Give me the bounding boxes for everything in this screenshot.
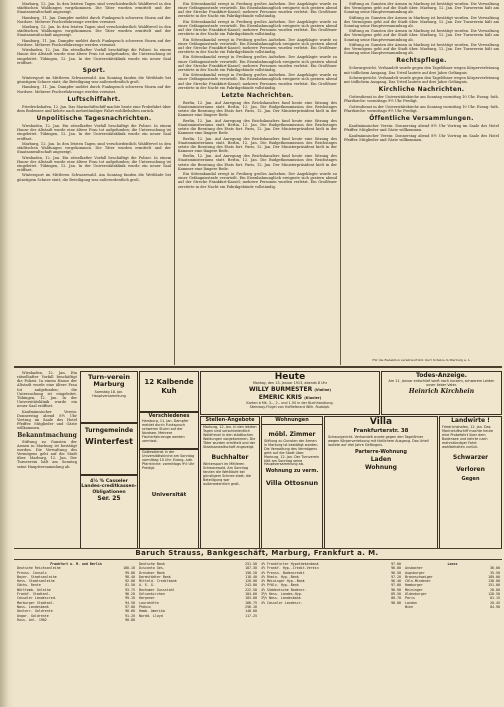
security-rate: 166.75 xyxy=(245,600,257,605)
security-name: Hamb. Amerika xyxy=(139,609,165,614)
news-paragraph: Stiftung zu Gunsten der Armen in Marburg ist bestätigt worden. Die Verwaltung des Vermögens geht auf die Stadt über. Marburg, 12. Jan. Der Turnverein hält am Sonntag seine Hauptversammlung ab. xyxy=(344,15,499,28)
security-rate: 243.00 xyxy=(245,583,257,588)
news-paragraph: Ein Sittenskandal erregt in Freiburg großes Aufsehen. Der Angeklagte wurde zu einer Gefängnisstrafe verurteilt. Ein Eisenbahnunglück ereignete sich gestern abend auf der Strecke Frankfurt-Kassel; mehrere Personen wurden verletzt. Ein Großfeuer zerstörte in der Nacht ein Fabrikgebäude vollständig. xyxy=(178,2,337,19)
job-offers-text-2: Wintersport im Mittleren Schwarzwald. Am Sonntag fanden die Wettläufe bei günstigem Schnee statt; die Beteiligung war außerordentlich groß. xyxy=(203,462,251,486)
security-rate: 99.80 xyxy=(125,570,135,575)
security-name: Deutsche Bank xyxy=(139,562,165,566)
security-rate: 120.00 xyxy=(245,579,257,584)
security-rate: 91.20 xyxy=(125,613,135,618)
job-offers-ad xyxy=(200,416,260,549)
news-paragraph: Ein Sittenskandal erregt in Freiburg großes Aufsehen. Der Angeklagte wurde zu einer Gefängnisstrafe verurteilt. Ein Eisenbahnunglück ereignete sich gestern abend auf der Strecke Frankfurt-Kassel; mehrere Personen wurden verletzt. Ein Großfeuer zerstörte in der Nacht ein Fabrikgebäude vollständig. xyxy=(178,55,337,72)
news-paragraph: Wintersport im Mittleren Schwarzwald. Am Sonntag fanden die Wettläufe bei günstigem Schnee statt; die Beteiligung war außerordentlich groß. xyxy=(17,75,171,85)
bank-rate-row xyxy=(17,618,135,622)
security-rate: 94.50 xyxy=(125,600,135,605)
security-name: 4% Rhein. Hyp.-Bank xyxy=(261,574,299,579)
security-name: Gelsenkirchen xyxy=(139,592,165,597)
security-rate: 99.10 xyxy=(125,596,135,601)
section-heading-luftschiffahrt: Luftschiffahrt. xyxy=(67,95,121,103)
turnverein-subtitle: Samstag 18. Jan. Hauptversammlung xyxy=(92,390,126,398)
security-name: Hamburger xyxy=(405,583,423,588)
concert-ad xyxy=(200,371,380,415)
security-rate: 35.50 xyxy=(490,570,500,575)
turngemeinde-title: Turngemeinde xyxy=(84,427,134,434)
security-rate: 97.00 xyxy=(125,604,135,609)
villa-ad xyxy=(324,416,438,549)
security-name: Russ. Anl. 1902 xyxy=(17,617,47,622)
security-name: 4% Frankfurter Hypothekenbank xyxy=(261,562,319,566)
farmers-title: Landwirte ! xyxy=(451,417,490,424)
news-paragraph: Stiftung zu Gunsten der Armen in Marburg ist bestätigt worden. Die Verwaltung des Vermögens geht auf die Stadt über. Marburg, 12. Jan. Der Turnverein hält am Sonntag seine Hauptversammlung ab. xyxy=(344,29,499,42)
security-name: Ansbacher xyxy=(405,566,423,571)
news-paragraph: Kaufmännischer Verein: Donnerstag abend 8½ Uhr Vortrag im Saale des Hotel Pfeiffer. Mitglieder und Gäste willkommen. xyxy=(344,133,499,142)
security-rate: 93.75 xyxy=(125,587,135,592)
verschiedenes-ad xyxy=(139,412,199,449)
winterfest-title: Winterfest xyxy=(85,437,133,446)
news-paragraph: Ein Sittenskandal erregt in Freiburg großes Aufsehen. Der Angeklagte wurde zu einer Gefängnisstrafe verurteilt. Ein Eisenbahnunglück ereignete sich gestern abend auf der Strecke Frankfurt-Kassel; mehrere Personen wurden verletzt. Ein Großfeuer zerstörte in der Nacht ein Fabrikgebäude vollständig. xyxy=(178,37,337,55)
security-rate: 90.80 xyxy=(125,617,135,622)
news-paragraph: Stiftung zu Gunsten der Armen in Marburg ist bestätigt worden. Die Verwaltung des Vermögens geht auf die Stadt über. Marburg, 12. Jan. Der Turnverein hält am Sonntag seine Hauptversammlung ab. xyxy=(344,2,499,15)
security-name: 3½% Hess. Landes-Hyp. xyxy=(261,592,303,597)
buchhalter-title: Buchhalter xyxy=(211,454,249,462)
security-rate: 28.60 xyxy=(490,587,500,592)
security-rate: 96.20 xyxy=(125,592,135,597)
villa-name: Villa Ottosnun xyxy=(265,479,319,488)
bank-table-government-bonds xyxy=(17,562,135,702)
security-name: Darmstädter Bank xyxy=(139,574,171,579)
news-paragraph: Berlin, 12. Jan. Auf Anregung des Reichskanzlers fand heute eine Sitzung des Staatsministeriums statt. Berlin, 12. Jan. Die Budgetkommission des Reichstages setzte die Beratung des Etats fort. Paris, 12. Jan. Der Ministerpräsident hielt in der Kammer eine längere Rede. xyxy=(178,136,337,153)
security-rate: 187.30 xyxy=(245,566,257,571)
bank-rate-row xyxy=(405,605,500,609)
security-rate: 98.00 xyxy=(391,600,401,605)
security-rate: 20.45 xyxy=(490,600,500,605)
bank-table-lottery-bonds xyxy=(405,562,500,702)
villa-text: Schwurgericht. Verhandelt wurde gegen den Tagelöhner wegen Körperverletzung mit tödlichem Ausgang. Das Urteil lautete auf drei Jahre Gefängnis. xyxy=(328,435,429,447)
security-name: Nordd. Lloyd xyxy=(139,613,163,618)
news-paragraph: Stiftung zu Gunsten der Armen in Marburg ist bestätigt worden. Die Verwaltung des Vermögens geht auf die Stadt über. Marburg, 12. Jan. Der Turnverein hält am Sonntag seine Hauptversammlung ab. xyxy=(344,42,499,56)
obituary-ad xyxy=(381,371,502,415)
apartments-text: Stiftung zu Gunsten der Armen in Marburg ist bestätigt worden. Die Verwaltung des Vermögens geht auf die Stadt über. Marburg, 12. Jan. Der Turnverein hält am Sonntag seine Hauptversammlung ab. xyxy=(264,439,320,467)
security-rate: 81.15 xyxy=(490,596,500,601)
villa-title: Villa xyxy=(369,417,393,427)
bank-table-heading: Looss xyxy=(447,562,458,566)
obituary-text: Am 11. Januar entschlief sanft nach kurzem, schwerem Leiden unser lieber Vater. xyxy=(388,379,495,387)
news-paragraph: Berlin, 12. Jan. Auf Anregung des Reichskanzlers fand heute eine Sitzung des Staatsministeriums statt. Berlin, 12. Jan. Die Budgetkommission des Reichstages setzte die Beratung des Etats fort. Paris, 12. Jan. Der Ministerpräsident hielt in der Kammer eine längere Rede. xyxy=(178,118,337,136)
security-rate: 92.00 xyxy=(125,579,135,584)
section-heading-kirchliche-nachrichten: Kirchliche Nachrichten. xyxy=(378,86,465,94)
bank-divider xyxy=(14,559,502,560)
gegen-title: Gegen xyxy=(461,476,480,483)
news-paragraph: Marburg, 12. Jan. In den letzten Tagen sind verschiedentlich Waldfrevel in den städtischen Waldungen vorgekommen. Die Täter wurden ermittelt und der Staatsanwaltschaft angezeigt. xyxy=(17,2,171,15)
news-paragraph: Schwurgericht. Verhandelt wurde gegen den Tagelöhner wegen Körperverletzung mit tödlichem Ausgang. Das Urteil lautete auf drei Jahre Gefängnis. xyxy=(344,66,499,75)
security-rate: 97.00 xyxy=(391,583,401,588)
security-name: Württemb. Anleihe xyxy=(17,587,51,592)
news-paragraph: Schwurgericht. Verhandelt wurde gegen den Tagelöhner wegen Körperverletzung mit tödlichem Ausgang. Das Urteil lautete auf drei Jahre Gefängnis. xyxy=(344,75,499,85)
news-paragraph: Wiesbaden, 12. Jan. Ein rätselhafter Vorfall beschäftigt die Polizei. In einem Hause der Altstadt wurde eine ältere Frau tot aufgefunden; die Untersuchung ist eingeleitet. Tübingen, 12. Jan. In der Universitätsklinik wurde ein neuer Saal eröffnet. xyxy=(17,155,171,172)
farmers-text: Friedrichshafen, 12. Jan. Das Marineluftschiff machte heute eine Probefahrt über dem Bodensee und kehrte nach mehrstündiger Fahrt wohlbehalten zurück. xyxy=(442,425,493,449)
news-paragraph: Hamburg, 11. Jan. Dampfer meldet durch Funkspruch schweren Sturm auf der Nordsee. Mehrere Fischerfahrzeuge werden vermisst. xyxy=(17,15,171,24)
security-name: A. E. G. xyxy=(139,583,155,588)
news-paragraph: Ein Sittenskandal erregt in Freiburg großes Aufsehen. Der Angeklagte wurde zu einer Gefängnisstrafe verurteilt. Ein Eisenbahnunglück ereignete sich gestern abend auf der Strecke Frankfurt-Kassel; mehrere Personen wurden verletzt. Ein Großfeuer zerstörte in der Nacht ein Fabrikgebäude vollständig. xyxy=(178,172,337,189)
schwarzer-title: Schwarzer xyxy=(452,454,489,462)
security-name: Casseler Landescred. xyxy=(17,596,57,601)
obituary-name: Heinrich Kirchhein xyxy=(408,387,475,395)
security-name: London xyxy=(405,600,417,605)
concert-artist-2: EMERIC KRIS (Klavier) xyxy=(258,393,322,401)
wohnung-title: Wohnung xyxy=(365,463,397,471)
security-name: Bayer. Staatsanleihe xyxy=(17,574,57,579)
news-paragraph: Marburg, 12. Jan. In den letzten Tagen sind verschiedentlich Waldfrevel in den städtischen Waldungen vorgekommen. Die Täter wurden ermittelt und der Staatsanwaltschaft angezeigt. xyxy=(17,25,171,38)
news-column-1 xyxy=(17,2,171,364)
security-name: Disconto Ges. xyxy=(139,566,165,571)
security-name: Braunschweiger xyxy=(405,574,433,579)
verschiedenes-text: Hamburg, 11. Jan. Dampfer meldet durch Funkspruch schweren Sturm auf der Nordsee. Mehrere Fischerfahrzeuge werden vermisst. xyxy=(142,419,189,443)
concert-piano: Steinway-Flügel von Hoflieferant Wilh. Rudolph. xyxy=(249,404,331,409)
bank-table-heading: Frankfurt a. M. und Berlin xyxy=(50,562,102,566)
bank-table-mortgage-bonds xyxy=(261,562,401,702)
security-name: Oesterr. Goldrente xyxy=(17,609,53,614)
security-rate: 138.00 xyxy=(488,579,500,584)
section-divider xyxy=(14,366,502,368)
security-rate: 100.10 xyxy=(123,566,135,571)
frankfurterstr-title: Frankfurterstr. 38 xyxy=(353,428,409,434)
security-rate: 97.00 xyxy=(391,562,401,566)
kassel-bonds-ad xyxy=(80,475,138,549)
concert-tickets: Karten à Mk. 3.-, 2.- und 1.50 in der Buchhandlung. xyxy=(246,400,334,405)
security-name: Harpener xyxy=(139,596,155,601)
parterre-title: Parterre-Wohnung xyxy=(355,448,407,455)
security-name: Mitteld. Creditbank xyxy=(139,579,177,584)
news-paragraph: Ein Sittenskandal erregt in Freiburg großes Aufsehen. Der Angeklagte wurde zu einer Gefängnisstrafe verurteilt. Ein Eisenbahnunglück ereignete sich gestern abend auf der Strecke Frankfurt-Kassel; mehrere Personen wurden verletzt. Ein Großfeuer zerstörte in der Nacht ein Fabrikgebäude vollständig. xyxy=(178,19,337,37)
security-rate: 96.50 xyxy=(391,570,401,575)
apartment-for-rent: Wohnung zu verm. xyxy=(265,468,319,475)
security-rate: 96.90 xyxy=(391,587,401,592)
security-name: Paris xyxy=(405,596,415,601)
security-name: 4% Casseler Landescr. xyxy=(261,600,303,605)
news-paragraph: Ein Sittenskandal erregt in Freiburg großes Aufsehen. Der Angeklagte wurde zu einer Gefängnisstrafe verurteilt. Ein Eisenbahnunglück ereignete sich gestern abend auf der Strecke Frankfurt-Kassel; mehrere Personen wurden verletzt. Ein Großfeuer zerstörte in der Nacht ein Fabrikgebäude vollständig. xyxy=(178,73,337,90)
security-name: 4% Frankf. Hyp.-Credit-Verein xyxy=(261,566,319,571)
kassel-series: Ser. 25 xyxy=(97,495,121,503)
concert-date: Montag, den 13. Januar 1913, abends 8 Uhr xyxy=(252,381,328,385)
security-name: Ungar. Goldrente xyxy=(17,613,49,618)
concert-heading: Heute xyxy=(274,372,306,382)
obituary-title: Todes-Anzeige. xyxy=(415,372,468,379)
section-heading-sport: Sport. xyxy=(82,66,106,74)
farmers-ad xyxy=(439,416,502,549)
ads-column-left xyxy=(17,371,77,547)
news-paragraph: Wintersport im Mittleren Schwarzwald. Am Sonntag fanden die Wettläufe bei günstigem Schnee statt; die Beteiligung war außerordentlich groß. xyxy=(17,173,171,182)
security-rate: 98.60 xyxy=(125,609,135,614)
security-name: Dresdner Bank xyxy=(139,570,165,575)
security-name: Nass. Landesbank xyxy=(17,604,49,609)
news-paragraph: Wiesbaden, 12. Jan. Ein rätselhafter Vorfall beschäftigt die Polizei. In einem Hause der Altstadt wurde eine ältere Frau tot aufgefunden; die Untersuchung ist eingeleitet. Tübingen, 12. Jan. In der Universitätsklinik wurde ein neuer Saal eröffnet. xyxy=(17,124,171,141)
security-rate: 84.90 xyxy=(490,604,500,609)
security-name: Phönix xyxy=(139,604,151,609)
job-offers-title: Stellen-Angebote xyxy=(201,417,259,425)
page-fold-shadow xyxy=(0,0,14,707)
security-rate: 97.20 xyxy=(391,574,401,579)
section-heading-versammlungen: Öffentliche Versammlungen. xyxy=(369,115,474,123)
apartments-ad xyxy=(261,416,323,549)
security-name: Sächs. Rente xyxy=(17,583,41,588)
kuh-ad xyxy=(139,371,199,412)
security-rate: 117.25 xyxy=(245,613,257,618)
security-name: 4% Meininger Hyp.-Bank xyxy=(261,579,305,584)
concert-artist-1: WILLY BURMESTER (Violine) xyxy=(248,385,332,393)
security-rate: 222.50 xyxy=(245,587,257,592)
news-paragraph: Gottesdienst in der Universitätskirche am Sonntag vormittag 10 Uhr. Evang.-luth. Pfarrkirche: vormittags 9½ Uhr Predigt. xyxy=(344,104,499,113)
turnverein-ad xyxy=(80,371,138,423)
security-rate: 128.50 xyxy=(488,592,500,597)
news-paragraph: Hamburg, 11. Jan. Dampfer meldet durch Funkspruch schweren Sturm auf der Nordsee. Mehrere Fischerfahrzeuge werden vermisst. xyxy=(17,38,171,47)
verschiedenes-title: Verschiedenes xyxy=(148,413,190,419)
security-name: Deutsche Reichsanleihe xyxy=(17,566,61,571)
security-rate: 251.50 xyxy=(245,562,257,566)
bekanntmachung-heading: Bekanntmachung xyxy=(17,431,77,439)
universitaet-title: Universität xyxy=(151,491,187,498)
lost-title: Verloren xyxy=(456,466,485,474)
security-name: Preuss. Consols xyxy=(17,570,47,575)
bank-table-shares xyxy=(139,562,257,702)
news-paragraph: Berlin, 12. Jan. Auf Anregung des Reichskanzlers fand heute eine Sitzung des Staatsministeriums statt. Berlin, 12. Jan. Die Budgetkommission des Reichstages setzte die Beratung des Etats fort. Paris, 12. Jan. Der Ministerpräsident hielt in der Kammer eine längere Rede. xyxy=(178,154,337,171)
section-heading-letzte-nachrichten: Letzte Nachrichten. xyxy=(221,91,294,99)
security-rate: 88.70 xyxy=(391,596,401,601)
security-name: Augsburger xyxy=(405,570,425,575)
news-paragraph: Hamburg, 11. Jan. Dampfer meldet durch Funkspruch schweren Sturm auf der Nordsee. Mehrere Fischerfahrzeuge werden vermisst. xyxy=(17,85,171,94)
news-paragraph: Kaufmännischer Verein: Donnerstag abend 8½ Uhr Vortrag im Saale des Hotel Pfeiffer. Mitglieder und Gäste willkommen. xyxy=(344,124,499,133)
security-rate: 96.40 xyxy=(391,579,401,584)
security-name: Meininger xyxy=(405,587,423,592)
news-column-2 xyxy=(178,2,337,364)
news-paragraph: Marburg, 12. Jan. In den letzten Tagen sind verschiedentlich Waldfrevel in den städtischen Waldungen vorgekommen. Die Täter wurden ermittelt und der Staatsanwaltschaft angezeigt. xyxy=(17,141,171,155)
job-offers-text: Marburg, 12. Jan. In den letzten Tagen sind verschiedentlich Waldfrevel in den städtischen Waldungen vorgekommen. Die Täter wurden ermittelt und der Staatsanwaltschaft angezeigt. xyxy=(203,425,257,449)
news-paragraph: Wiesbaden, 12. Jan. Ein rätselhafter Vorfall beschäftigt die Polizei. In einem Hause der Altstadt wurde eine ältere Frau tot aufgefunden; die Untersuchung ist eingeleitet. Tübingen, 12. Jan. In der Universitätsklinik wurde ein neuer Saal eröffnet. xyxy=(17,371,77,409)
security-rate: 189.00 xyxy=(488,574,500,579)
security-rate: 81.50 xyxy=(125,583,135,588)
laden-title: Laden xyxy=(370,455,392,463)
news-column-3 xyxy=(344,2,499,364)
news-paragraph: Friedrichshafen, 12. Jan. Das Marineluftschiff machte heute eine Probefahrt über dem Bodensee und kehrte nach mehrstündiger Fahrt wohlbehalten zurück. xyxy=(17,104,171,113)
security-rate: 256.10 xyxy=(245,604,257,609)
security-name: Bochumer Gussstahl xyxy=(139,587,175,592)
turnverein-title: Turn-verein Marburg xyxy=(88,373,130,388)
security-rate: 118.40 xyxy=(245,574,257,579)
security-name: 4% Pfälz. Hyp.-Bank xyxy=(261,583,299,588)
kassel-bonds-title: 4½ % Casseler Landes-creditkassen-Obligationen xyxy=(81,479,137,495)
bank-rate-row xyxy=(261,601,401,605)
security-rate: 98.40 xyxy=(125,574,135,579)
security-name: 4% Preuss. Bodencredit xyxy=(261,570,305,575)
security-rate: 156.20 xyxy=(245,570,257,575)
room-title: möbl. Zimmer xyxy=(268,431,316,438)
news-paragraph: Wiesbaden, 12. Jan. Ein rätselhafter Vorfall beschäftigt die Polizei. In einem Hause der Altstadt wurde eine ältere Frau tot aufgefunden; die Untersuchung ist eingeleitet. Tübingen, 12. Jan. In der Universitätsklinik wurde ein neuer Saal eröffnet. xyxy=(17,48,171,65)
bank-rate-row xyxy=(139,614,257,618)
apartments-title: Wohnungen xyxy=(262,417,322,425)
bank-title: Baruch Strauss, Bankgeschäft, Marburg, Frankfurt a. M. xyxy=(135,549,379,557)
turngemeinde-ad xyxy=(80,423,138,475)
news-paragraph: Stiftung zu Gunsten der Armen in Marburg ist bestätigt worden. Die Verwaltung des Vermögens geht auf die Stadt über. Marburg, 12. Jan. Der Turnverein hält am Sonntag seine Hauptversammlung ab. xyxy=(17,439,77,469)
security-rate: 96.80 xyxy=(391,566,401,571)
security-rate: 184.60 xyxy=(245,592,257,597)
security-rate: 148.00 xyxy=(245,609,257,614)
security-rate: 183.00 xyxy=(245,596,257,601)
security-name: Laurahütte xyxy=(139,600,159,605)
security-name: Wien xyxy=(405,604,413,609)
security-name: 3½% Nass. Landesbank xyxy=(261,596,301,601)
security-name: 4% Süddeutsche Bodencr. xyxy=(261,587,307,592)
news-paragraph: Berlin, 12. Jan. Auf Anregung des Reichskanzlers fand heute eine Sitzung des Staatsministeriums statt. Berlin, 12. Jan. Die Budgetkommission des Reichstages setzte die Beratung des Etats fort. Paris, 12. Jan. Der Ministerpräsident hielt in der Kammer eine längere Rede. xyxy=(178,100,337,118)
section-heading-rechtspflege: Rechtspflege. xyxy=(396,57,447,65)
security-name: Cöln-Mindener xyxy=(405,579,431,584)
news-paragraph: Gottesdienst in der Universitätskirche am Sonntag vormittag 10 Uhr. Evang.-luth. Pfarrkirche: vormittags 9½ Uhr Predigt. xyxy=(344,95,499,104)
column-rule xyxy=(174,0,175,365)
security-rate: 36.00 xyxy=(490,566,500,571)
security-rate: 151.00 xyxy=(488,583,500,588)
universitaet-text: Gottesdienst in der Universitätskirche am Sonntag vormittag 10 Uhr. Evang.-luth. Pfarrkirche: vormittags 9½ Uhr Predigt. xyxy=(142,450,195,470)
news-paragraph: Kaufmännischer Verein: Donnerstag abend 8½ Uhr Vortrag im Saale des Hotel Pfeiffer. Mitglieder und Gäste willkommen. xyxy=(17,409,77,431)
kuh-title: 12 Kalbende Kuh xyxy=(144,378,194,395)
security-name: Frankf. Stadtanl. xyxy=(17,592,51,597)
editor-note: Für die Redaktion verantwortlich: Kurt Schulze in Marburg a. L. xyxy=(372,358,471,362)
security-name: Marburger Stadtanl. xyxy=(17,600,55,605)
security-name: Hess. Staatsanleihe xyxy=(17,579,55,584)
universitaet-ad xyxy=(139,449,199,549)
section-heading-tagesnachrichten: Unpolitische Tagesnachrichten. xyxy=(36,115,152,123)
column-rule xyxy=(340,0,341,365)
security-name: Oldenburger xyxy=(405,592,427,597)
security-rate: 89.50 xyxy=(391,592,401,597)
